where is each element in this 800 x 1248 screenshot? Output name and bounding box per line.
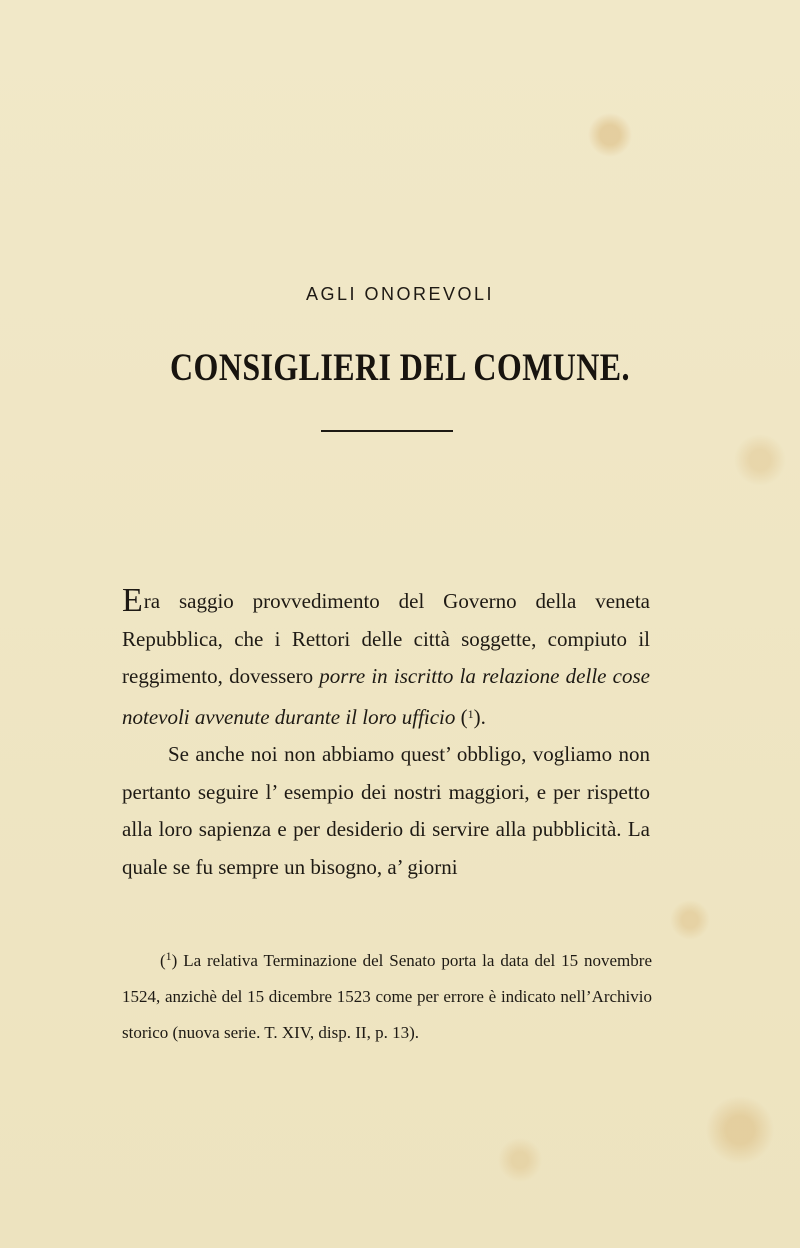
footnote-text-line [122,938,652,1051]
paragraph-1-italic-quote: porre in iscritto la relazione delle cose notevoli avvenute durante il loro ufficio [122,664,650,729]
footnote [122,938,652,1051]
footnote-mark-close: ) [171,951,184,970]
footnote-ref-open: ( [455,704,468,729]
body-text [122,583,650,886]
footnote-text: La relativa Terminazione del Senato porta la data del 15 novembre 1524, anzichè del 15 dicembre 1523 come per errore è indicato nell’Archivio storico (nuova serie. T. XIV, disp. II, p. 13). [122,951,652,1042]
title-divider [321,430,453,432]
paragraph-2: Se anche noi non abbiamo quest’ obbligo, vogliamo non pertanto seguire l’ esempio dei nostri maggiori, e per rispetto alla loro sapienza e per desiderio di servire alla pubblicità. La quale se fu sempre un bisogno, a’ giorni [122,742,650,879]
paragraph-1-text: ra saggio provvedimento del Governo della veneta Repubblica, che i Rettori delle città soggette, compiuto il reggimento, dovessero [122,589,650,688]
addressee-line: AGLI ONOREVOLI [305,284,495,304]
paragraph-1 [122,583,650,736]
footnote-mark-open: ( [160,951,166,970]
footnote-ref-number: 1 [467,706,474,721]
page-title: CONSIGLIERI DEL COMUNE. [170,346,630,389]
footnote-ref-close: ). [473,704,486,729]
drop-cap: E [122,582,143,619]
footnote-mark-number: 1 [165,949,172,963]
